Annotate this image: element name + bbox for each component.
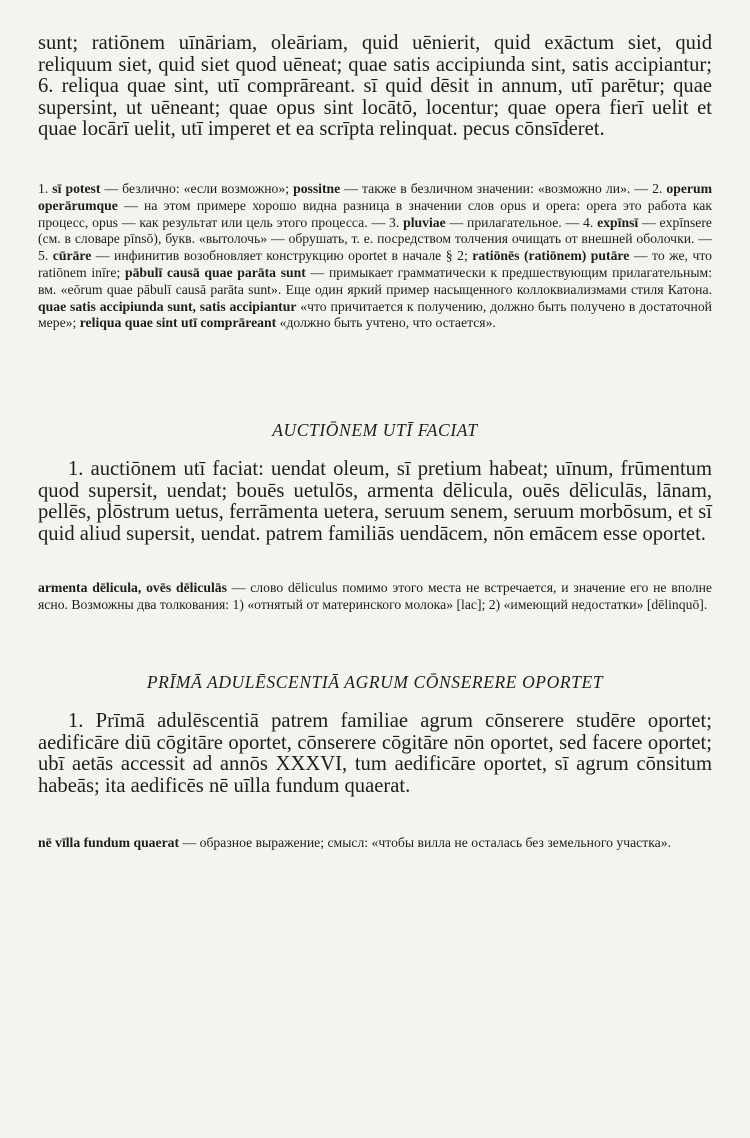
note-text: — примыкает грамматически к предшествующим прилагательным: вм. «eōrum quae pābulī causā parāta sunt». Еще один яркий пример насыщенного коллоквиализмами стиля Катона. — [38, 264, 712, 297]
lemma-term: pluviae — [403, 214, 446, 230]
note-text: «должно быть учтено, что остается». — [276, 315, 496, 331]
lemma-term: armenta dēlicula, ovēs dēliculās — [38, 580, 227, 595]
prima-adulescentia-paragraph — [38, 711, 712, 797]
lemma-term: quae satis accipiunda sunt, satis accipiantur — [38, 298, 297, 314]
commentary-note-1 — [38, 181, 712, 332]
note-text: — инфинитив возобновляет конструкцию oportet в начале § 2; — [91, 248, 473, 264]
note-text: «что причитается к получению, должно быть получено в достаточной мере»; — [38, 298, 712, 331]
lemma-term: ratiōnēs (ratiōnem) putāre — [472, 248, 630, 264]
prima-adulescentia-text: 1. Prīmā adulēscentiā patrem familiae agrum cōnserere studēre oportet; aedificāre diū cōgitāre oportet, cōnserere cōgitāre nōn oportet, sed facere oportet; ubī aetās accessit ad annōs XXXVI, tum aedificāre oportet, sī agrum cōnsitum habeās; ita aedificēs nē uīlla fundum quaerat. — [38, 710, 712, 797]
lemma-term: expīnsī — [597, 214, 639, 230]
auctionem-paragraph — [38, 459, 712, 545]
note-text: — то же, что ratiōnem inīre; — [38, 248, 713, 280]
commentary-note-2 — [38, 580, 712, 614]
note-text: — на этом примере хорошо видна разница в значении слов opus и opera: opera это работа как процесс, opus — как результат или цель этого процесса. — 3. — [38, 197, 712, 230]
lemma-term: cūrāre — [52, 248, 92, 264]
lemma-term: nē vīlla fundum quaerat — [38, 835, 180, 850]
auctionem-text: 1. auctiōnem utī faciat: uendat oleum, sī pretium habeat; uīnum, frūmentum quod supersit, uendat; bouēs uetulōs, armenta dēlicula, ouēs dēliculās, lānam, pellēs, plōstrum uetus, ferrāmenta uetera, seruum senem, seruum morbōsum, et sī quid aliud supersit, uendat. patrem familiās uendācem, nōn emācem esse oportet. — [38, 458, 712, 545]
section-heading-auctionem: AUCTIŌNEM UTĪ FACIAT — [272, 420, 478, 440]
note-text: — expīnsere (см. в словаре pīnsō), букв. «вытолочь» — обрушать, т. е. посредством толчения очищать от внешней оболочки. — 5. — [38, 214, 712, 264]
note-text: — слово dēliculus помимо этого места не встречается, и значение его не вполне ясно. Возможны два толкования: 1) «отнятый от материнского молока» [lac]; 2) «имеющий недостатки» [dēlinquō]. — [38, 580, 712, 612]
lemma-term: pābulī causā quae parāta sunt — [124, 264, 306, 280]
commentary-note-3 — [38, 835, 712, 852]
lemma-term: reliqua quae sint utī comprāreant — [79, 315, 277, 331]
lemma-term: sī potest — [52, 181, 101, 196]
note-text: — прилагательное. — 4. — [445, 214, 598, 230]
lemma-term: possitne — [293, 181, 341, 196]
section-heading-prima-adulescentia: PRĪMĀ ADULĒSCENTIĀ AGRUM CŌNSERERE OPORTET — [146, 672, 604, 692]
lemma-term: operum operārumque — [38, 181, 713, 213]
note-text: — также в безличном значении: «возможно ли». — 2. — [340, 181, 667, 196]
note-text: 1. — [38, 181, 53, 196]
note-text: — безлично: «если возможно»; — [100, 181, 294, 196]
continuation-paragraph: sunt; ratiōnem uīnāriam, oleāriam, quid uēnierit, quid exāctum siet, quid reliquum siet, quid siet quod uēneat; quae satis accipiunda sint, satis accipiantur; 6. reliqua quae sint, utī comprāreant. sī quid dēsit in annum, utī parētur; quae supersint, ut uēneant; quae opus sint locātō, locentur; quae opera fierī uelit et quae locārī uelit, utī imperet et ea scrīpta relinquat. pecus cōnsīderet. — [38, 32, 712, 141]
note-text: — образное выражение; смысл: «чтобы вилла не осталась без земельного участка». — [179, 835, 672, 850]
